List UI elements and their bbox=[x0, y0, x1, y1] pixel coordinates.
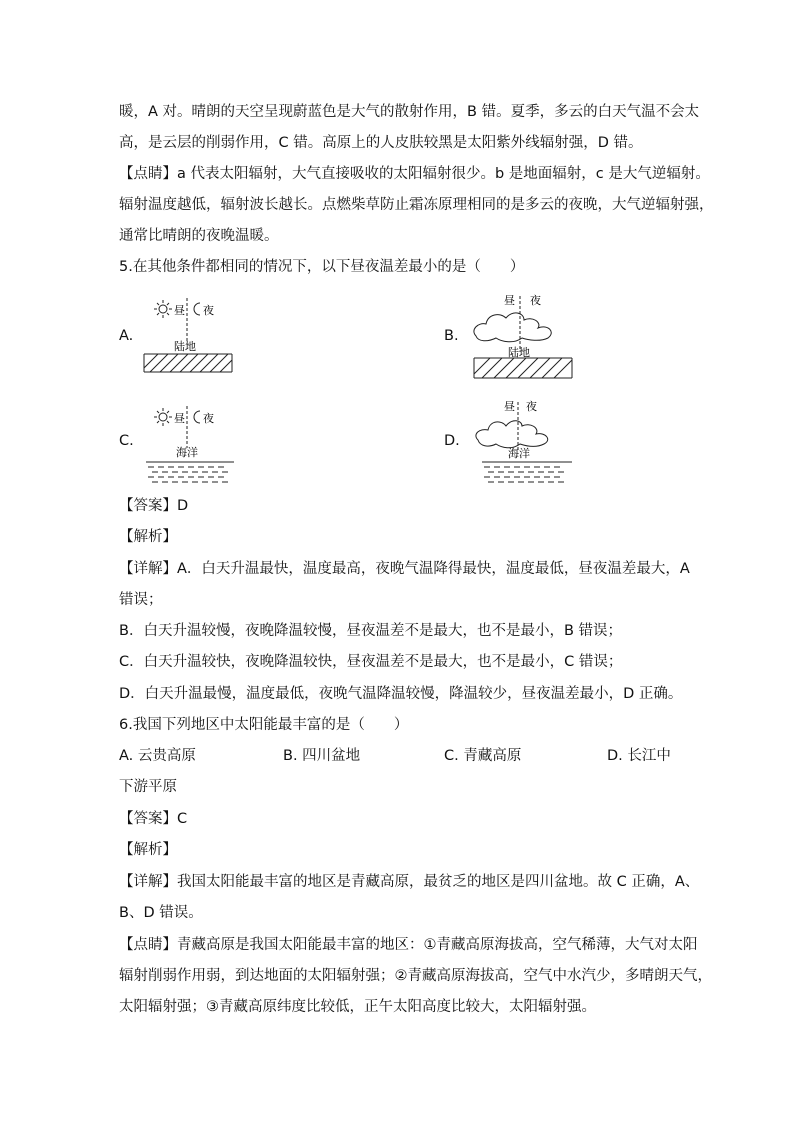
sea-waves bbox=[482, 462, 572, 482]
detail-line: 【点睛】青藏高原是我国太阳能最丰富的地区：①青藏高原海拔高，空气稀薄，大气对太阳 bbox=[119, 937, 698, 953]
night-label: 夜 bbox=[530, 294, 541, 307]
option-b: B. 四川盆地 bbox=[283, 748, 361, 764]
question-6: 6.我国下列地区中太阳能最丰富的是（ ） bbox=[119, 717, 409, 733]
night-label: 夜 bbox=[526, 400, 537, 413]
day-label: 昼 bbox=[504, 400, 515, 413]
detail-line: B．白天升温较慢，夜晚降温较慢，昼夜温差不是最大，也不是最小，B 错误； bbox=[119, 623, 623, 639]
answer-5: 【答案】D bbox=[119, 498, 189, 514]
sun-icon bbox=[154, 300, 172, 318]
text-line: 高，是云层的削弱作用，C 错。高原上的人皮肤较黑是太阳紫外线辐射强，D 错。 bbox=[119, 135, 643, 151]
option-b-letter: B. bbox=[444, 328, 459, 344]
option-c: C. 青藏高原 bbox=[444, 748, 522, 764]
text-line: 【点睛】a 代表太阳辐射，大气直接吸收的太阳辐射很少。b 是地面辐射，c 是大气逆辐射。 bbox=[119, 166, 710, 182]
detail-line: 【详解】我国太阳能最丰富的地区是青藏高原，最贫乏的地区是四川盆地。故 C 正确，A、 bbox=[119, 874, 700, 890]
answer-6: 【答案】C bbox=[119, 811, 188, 827]
analysis-6: 【解析】 bbox=[119, 842, 177, 858]
figure-a bbox=[140, 292, 240, 386]
sea-waves bbox=[146, 462, 234, 482]
option-a: A. 云贵高原 bbox=[119, 748, 196, 764]
text-line: 通常比晴朗的夜晚温暖。 bbox=[119, 228, 279, 244]
detail-line: 错误； bbox=[119, 592, 163, 608]
detail-line: 太阳辐射强；③青藏高原纬度比较低，正午太阳高度比较大，太阳辐射强。 bbox=[119, 999, 596, 1015]
detail-line: 【详解】A．白天升温最快，温度最高，夜晚气温降得最快，温度最低，昼夜温差最大，A bbox=[119, 561, 690, 577]
figure-d bbox=[468, 394, 578, 490]
surface-label: 陆地 bbox=[174, 340, 196, 353]
day-label: 昼 bbox=[174, 412, 185, 425]
option-d-letter: D. bbox=[444, 433, 460, 449]
sun-icon bbox=[154, 408, 172, 426]
surface-label: 海洋 bbox=[508, 447, 530, 460]
day-label: 昼 bbox=[504, 294, 515, 307]
detail-line: 辐射削弱作用弱，到达地面的太阳辐射强；②青藏高原海拔高，空气中水汽少，多晴朗天气， bbox=[119, 968, 712, 984]
night-label: 夜 bbox=[203, 412, 214, 425]
night-label: 夜 bbox=[203, 304, 214, 317]
surface-label: 海洋 bbox=[176, 446, 198, 459]
figure-b bbox=[468, 290, 578, 386]
option-d-continuation: 下游平原 bbox=[119, 779, 177, 795]
day-label: 昼 bbox=[174, 304, 185, 317]
land-hatch bbox=[474, 358, 572, 378]
detail-line: C．白天升温较快，夜晚降温较快，昼夜温差不是最大，也不是最小，C 错误； bbox=[119, 654, 623, 670]
moon-icon bbox=[194, 411, 200, 423]
cloud-icon bbox=[476, 421, 548, 448]
detail-line: B、D 错误。 bbox=[119, 905, 203, 921]
land-hatch bbox=[144, 354, 232, 372]
option-d: D. 长江中 bbox=[607, 748, 671, 764]
option-a-letter: A. bbox=[119, 328, 134, 344]
option-c-letter: C. bbox=[119, 433, 134, 449]
detail-line: D．白天升温最慢，温度最低，夜晚气温降温较慢，降温较少，昼夜温差最小，D 正确。 bbox=[119, 686, 683, 702]
question-5: 5.在其他条件都相同的情况下，以下昼夜温差最小的是（ ） bbox=[119, 259, 525, 275]
text-line: 暖，A 对。晴朗的天空呈现蔚蓝色是大气的散射作用，B 错。夏季，多云的白天气温不会太 bbox=[119, 104, 700, 120]
text-line: 辐射温度越低，辐射波长越长。点燃柴草防止霜冻原理相同的是多云的夜晚，大气逆辐射强， bbox=[119, 197, 714, 213]
surface-label: 陆地 bbox=[508, 346, 530, 359]
moon-icon bbox=[194, 303, 200, 315]
analysis-5: 【解析】 bbox=[119, 529, 177, 545]
figure-c bbox=[140, 398, 240, 492]
cloud-icon bbox=[474, 313, 551, 342]
